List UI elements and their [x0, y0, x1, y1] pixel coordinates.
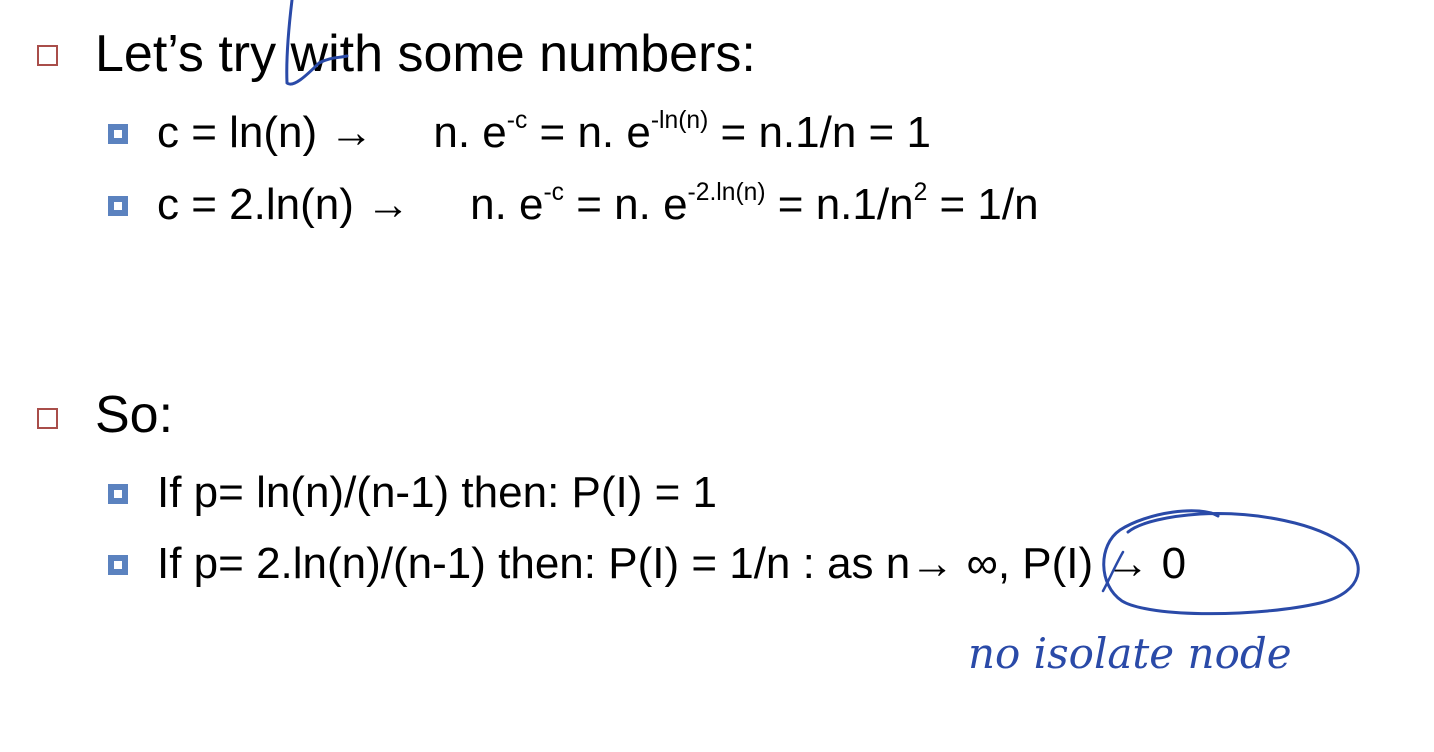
- bullet-square-icon: [37, 408, 58, 429]
- bullet-filled-square-icon: [108, 196, 128, 216]
- condition-limit: ∞, P(I): [954, 539, 1106, 588]
- list-item-equation-2: [157, 178, 1039, 229]
- exponent: -ln(n): [650, 106, 709, 134]
- arrow-icon: →: [1105, 539, 1150, 588]
- bullet-square-icon: [37, 45, 58, 66]
- arrow-icon: →: [366, 180, 411, 229]
- exponent: -2.ln(n): [687, 178, 766, 206]
- handwritten-note: no isolate node: [968, 629, 1292, 678]
- condition-result: 0: [1149, 539, 1187, 588]
- list-item-condition-1: If p= ln(n)/(n-1) then: P(I) = 1: [157, 468, 718, 517]
- exponent: -c: [543, 178, 564, 206]
- section2-heading: So:: [95, 386, 174, 444]
- equation-term: n. e: [470, 180, 544, 229]
- list-item-condition-2: [157, 539, 1187, 588]
- exponent: 2: [913, 178, 928, 206]
- equation-lhs: c = ln(n): [157, 108, 330, 157]
- equation-result: = 1/n: [927, 180, 1039, 229]
- bullet-filled-square-icon: [108, 555, 128, 575]
- equation-result: = n.1/n = 1: [708, 108, 931, 157]
- equation-term: n. e: [433, 108, 507, 157]
- equation-term: = n.1/n: [765, 180, 914, 229]
- condition-text: If p= 2.ln(n)/(n-1) then: P(I) = 1/n : as n: [157, 539, 911, 588]
- equation-term: = n. e: [564, 180, 688, 229]
- equation-lhs: c = 2.ln(n): [157, 180, 367, 229]
- equation-term: = n. e: [527, 108, 651, 157]
- arrow-icon: →: [910, 539, 955, 588]
- list-item-equation-1: [157, 106, 931, 157]
- exponent: -c: [506, 106, 528, 134]
- section1-heading: Let’s try with some numbers:: [95, 25, 756, 83]
- bullet-filled-square-icon: [108, 124, 128, 144]
- arrow-icon: →: [329, 108, 374, 157]
- bullet-filled-square-icon: [108, 484, 128, 504]
